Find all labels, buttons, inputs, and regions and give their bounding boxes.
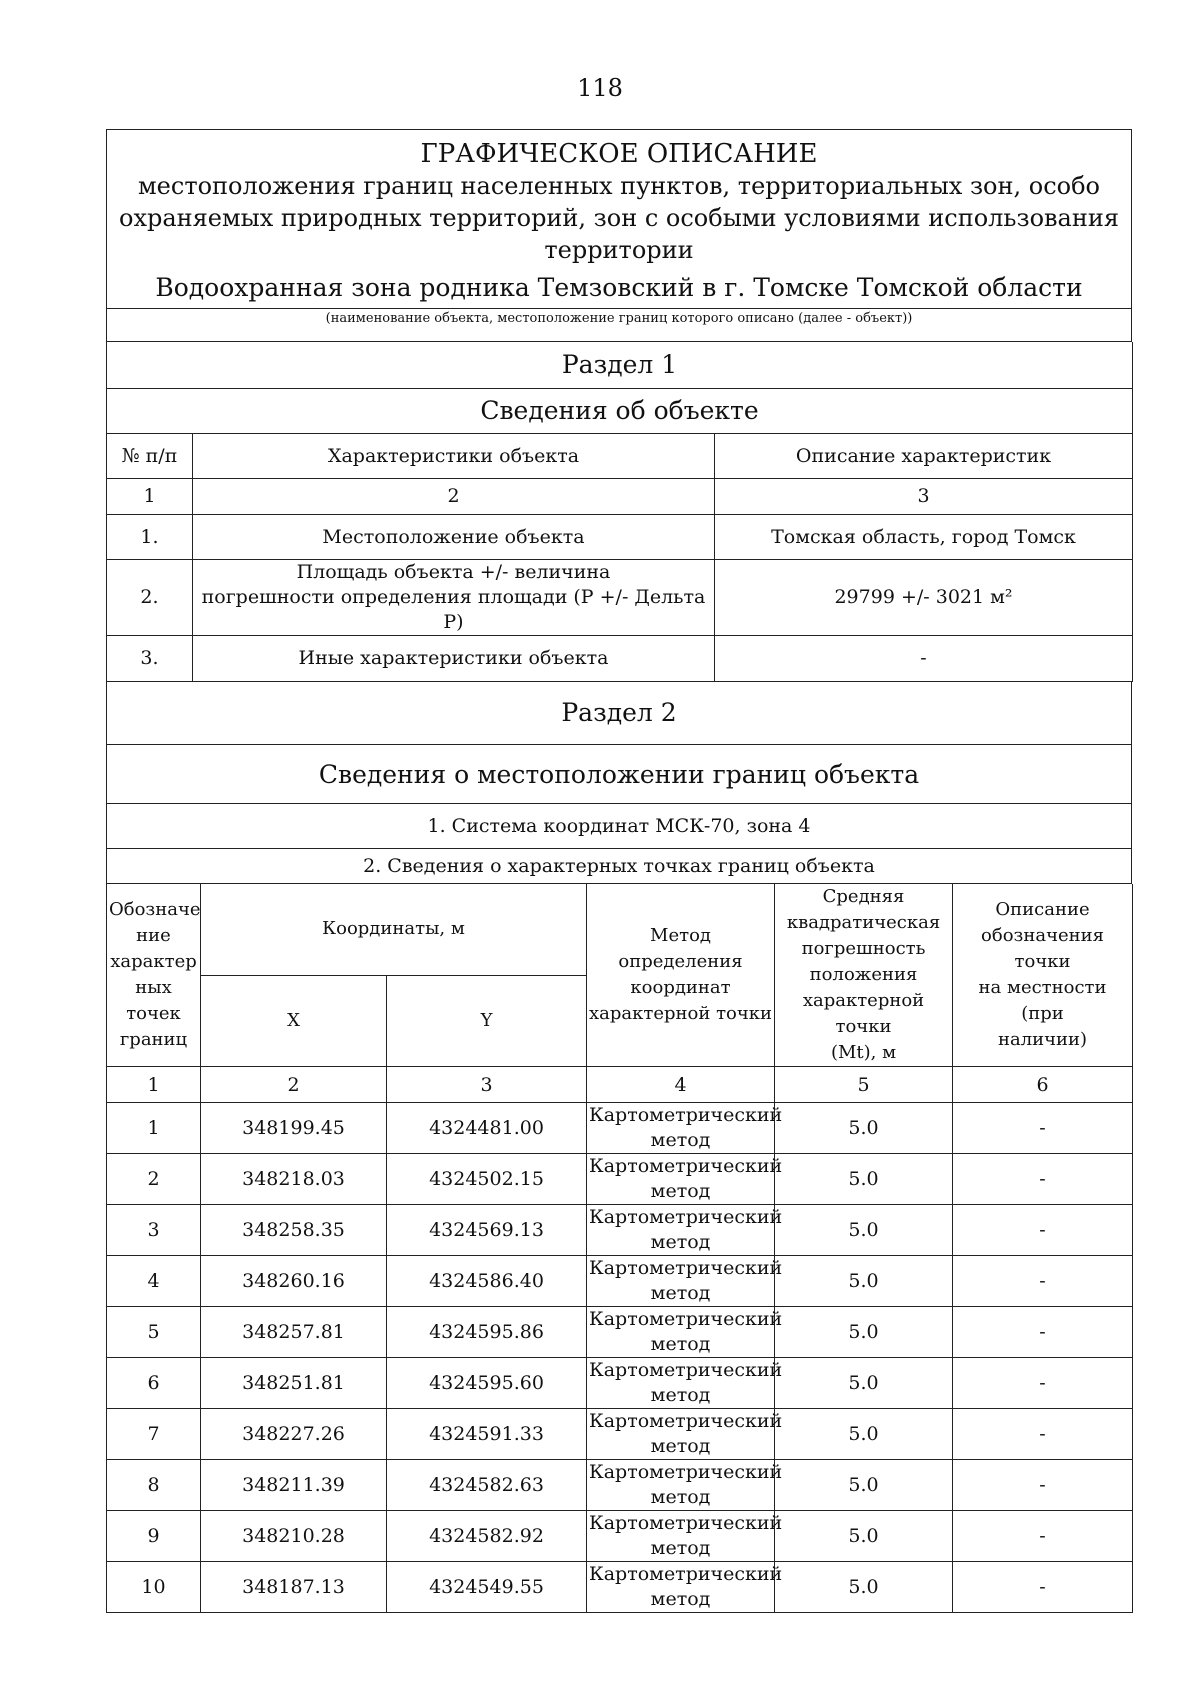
col-number-4: 4 [587, 1067, 775, 1103]
point-y: 4324582.63 [387, 1460, 587, 1511]
point-error: 5.0 [775, 1511, 953, 1562]
header-line: положения [809, 964, 918, 985]
point-id: 1 [107, 1103, 201, 1154]
characteristic-line-2: погрешности определения площади (P +/- Дельта P) [201, 585, 706, 633]
row-number: 1. [107, 514, 193, 559]
object-name-caption: (наименование объекта, местоположение границ которого описано (далее - объект)) [107, 308, 1131, 341]
method-line-1: Картометрический [589, 1512, 783, 1534]
point-method [587, 1154, 783, 1205]
point-x: 348227.26 [201, 1409, 387, 1460]
header-line: ние [136, 925, 171, 946]
row-number: 2. [107, 559, 193, 635]
point-x: 348257.81 [201, 1307, 387, 1358]
point-y: 4324582.92 [387, 1511, 587, 1562]
method-line-2: метод [650, 1384, 711, 1406]
col-number-1: 1 [107, 1067, 201, 1103]
method-line-1: Картометрический [589, 1359, 783, 1381]
header-line: ных [135, 977, 172, 998]
point-description: - [953, 1562, 1133, 1613]
object-name: Водоохранная зона родника Темзовский в г. Томске Томской области [155, 273, 1083, 302]
method-line-1: Картометрический [589, 1257, 783, 1279]
col-number-5: 5 [775, 1067, 953, 1103]
point-method [587, 1205, 783, 1256]
header-line: погрешность [801, 938, 926, 959]
point-id: 5 [107, 1307, 201, 1358]
method-line-2: метод [650, 1537, 711, 1559]
points-table [106, 884, 1133, 1613]
point-error: 5.0 [775, 1409, 953, 1460]
point-y: 4324569.13 [387, 1205, 587, 1256]
point-description: - [953, 1409, 1133, 1460]
col-number-6: 6 [953, 1067, 1133, 1103]
col-header-method [587, 884, 775, 1067]
table-row [107, 1409, 1133, 1460]
col-header-x: X [201, 975, 387, 1066]
row-characteristic [193, 559, 715, 635]
section1-subtitle: Сведения об объекте [107, 388, 1133, 433]
point-y: 4324549.55 [387, 1562, 587, 1613]
table-row [107, 514, 1133, 559]
point-method [587, 1511, 783, 1562]
method-line-2: метод [650, 1486, 711, 1508]
table-row [107, 635, 1133, 681]
col-header-y: Y [387, 975, 587, 1066]
point-id: 3 [107, 1205, 201, 1256]
col-header-description: Описание характеристик [715, 433, 1133, 478]
method-line-1: Картометрический [589, 1461, 783, 1483]
point-y: 4324481.00 [387, 1103, 587, 1154]
row-number: 3. [107, 635, 193, 681]
point-x: 348251.81 [201, 1358, 387, 1409]
method-line-2: метод [650, 1180, 711, 1202]
point-x: 348187.13 [201, 1562, 387, 1613]
method-line-1: Картометрический [589, 1308, 783, 1330]
point-y: 4324502.15 [387, 1154, 587, 1205]
point-error: 5.0 [775, 1358, 953, 1409]
point-description: - [953, 1460, 1133, 1511]
point-x: 348211.39 [201, 1460, 387, 1511]
col-header-number: № п/п [107, 433, 193, 478]
document-body [106, 129, 1132, 1613]
section2-subtitle: Сведения о местоположении границ объекта [107, 745, 1132, 804]
header-line: Метод определения [618, 925, 743, 972]
table-row [107, 1511, 1133, 1562]
header-line: координат [630, 977, 731, 998]
table-row [107, 1460, 1133, 1511]
method-line-2: метод [650, 1588, 711, 1610]
table-row [107, 1307, 1133, 1358]
table-row [107, 1205, 1133, 1256]
point-error: 5.0 [775, 1256, 953, 1307]
header-line: (Mt), м [830, 1042, 897, 1063]
point-method [587, 1307, 783, 1358]
point-error: 5.0 [775, 1205, 953, 1256]
document-subtitle-line-3: территории [544, 236, 694, 264]
points-section-title: 2. Сведения о характерных точках границ объекта [107, 849, 1132, 884]
header-line: характерной точки [802, 990, 925, 1037]
point-y: 4324595.86 [387, 1307, 587, 1358]
point-method [587, 1358, 783, 1409]
characteristic-line-1: Площадь объекта +/- величина [296, 560, 611, 583]
table-row [107, 1358, 1133, 1409]
header-line: квадратическая [786, 912, 941, 933]
table-row [107, 1256, 1133, 1307]
col-number-3: 3 [715, 478, 1133, 514]
point-description: - [953, 1154, 1133, 1205]
point-y: 4324595.60 [387, 1358, 587, 1409]
point-description: - [953, 1358, 1133, 1409]
point-y: 4324586.40 [387, 1256, 587, 1307]
header-line: Описание [995, 899, 1090, 920]
header-line: точек [126, 1003, 181, 1024]
header-line: обозначения точки [981, 925, 1104, 972]
col-number-1: 1 [107, 478, 193, 514]
method-line-1: Картометрический [589, 1155, 783, 1177]
point-x: 348260.16 [201, 1256, 387, 1307]
section1-table [106, 342, 1133, 682]
method-line-2: метод [650, 1231, 711, 1253]
point-id: 9 [107, 1511, 201, 1562]
point-error: 5.0 [775, 1307, 953, 1358]
row-description: - [715, 635, 1133, 681]
header-line: на местности (при [978, 977, 1107, 1024]
points-body [107, 1103, 1133, 1613]
point-error: 5.0 [775, 1460, 953, 1511]
table-row [107, 1154, 1133, 1205]
document-header [106, 129, 1132, 342]
row-description: 29799 +/- 3021 м² [715, 559, 1133, 635]
header-line: характер [110, 951, 197, 972]
col-number-2: 2 [201, 1067, 387, 1103]
col-header-error [775, 884, 953, 1067]
section2-header-table [106, 682, 1132, 885]
point-method [587, 1460, 783, 1511]
point-x: 348218.03 [201, 1154, 387, 1205]
point-method [587, 1562, 783, 1613]
point-description: - [953, 1256, 1133, 1307]
point-description: - [953, 1103, 1133, 1154]
header-line: Средняя [822, 886, 905, 907]
point-method [587, 1409, 783, 1460]
point-id: 2 [107, 1154, 201, 1205]
method-line-1: Картометрический [589, 1563, 783, 1585]
point-id: 7 [107, 1409, 201, 1460]
section1-title: Раздел 1 [107, 342, 1133, 388]
point-y: 4324591.33 [387, 1409, 587, 1460]
point-id: 4 [107, 1256, 201, 1307]
table-row [107, 559, 1133, 635]
method-line-2: метод [650, 1435, 711, 1457]
point-method [587, 1103, 783, 1154]
point-id: 6 [107, 1358, 201, 1409]
method-line-1: Картометрический [589, 1206, 783, 1228]
point-x: 348210.28 [201, 1511, 387, 1562]
header-line: Обозначе [109, 899, 201, 920]
point-error: 5.0 [775, 1103, 953, 1154]
header-line: характерной точки [589, 1003, 773, 1024]
point-method [587, 1256, 783, 1307]
header-line: наличии) [997, 1029, 1088, 1050]
row-characteristic: Местоположение объекта [193, 514, 715, 559]
point-x: 348199.45 [201, 1103, 387, 1154]
point-error: 5.0 [775, 1154, 953, 1205]
row-characteristic: Иные характеристики объекта [193, 635, 715, 681]
col-header-coordinates: Координаты, м [201, 884, 587, 975]
method-line-2: метод [650, 1282, 711, 1304]
table-row [107, 1103, 1133, 1154]
col-header-designation [107, 884, 201, 1067]
point-id: 10 [107, 1562, 201, 1613]
document-subtitle-line-2: охраняемых природных территорий, зон с особыми условиями использования [119, 204, 1119, 232]
document-title: ГРАФИЧЕСКОЕ ОПИСАНИЕ [420, 139, 818, 169]
method-line-2: метод [650, 1333, 711, 1355]
point-x: 348258.35 [201, 1205, 387, 1256]
row-description: Томская область, город Томск [715, 514, 1133, 559]
point-error: 5.0 [775, 1562, 953, 1613]
col-number-3: 3 [387, 1067, 587, 1103]
col-header-point-description [953, 884, 1133, 1067]
method-line-1: Картометрический [589, 1410, 783, 1432]
method-line-1: Картометрический [589, 1104, 783, 1126]
point-description: - [953, 1205, 1133, 1256]
col-number-2: 2 [193, 478, 715, 514]
point-id: 8 [107, 1460, 201, 1511]
point-description: - [953, 1511, 1133, 1562]
point-description: - [953, 1307, 1133, 1358]
section2-title: Раздел 2 [107, 682, 1132, 745]
document-subtitle-line-1: местоположения границ населенных пунктов, территориальных зон, особо [138, 172, 1100, 200]
col-header-characteristics: Характеристики объекта [193, 433, 715, 478]
header-line: границ [119, 1029, 188, 1050]
page-number: 118 [577, 74, 623, 102]
method-line-2: метод [650, 1129, 711, 1151]
coordinate-system: 1. Система координат МСК-70, зона 4 [107, 804, 1132, 849]
table-row [107, 1562, 1133, 1613]
